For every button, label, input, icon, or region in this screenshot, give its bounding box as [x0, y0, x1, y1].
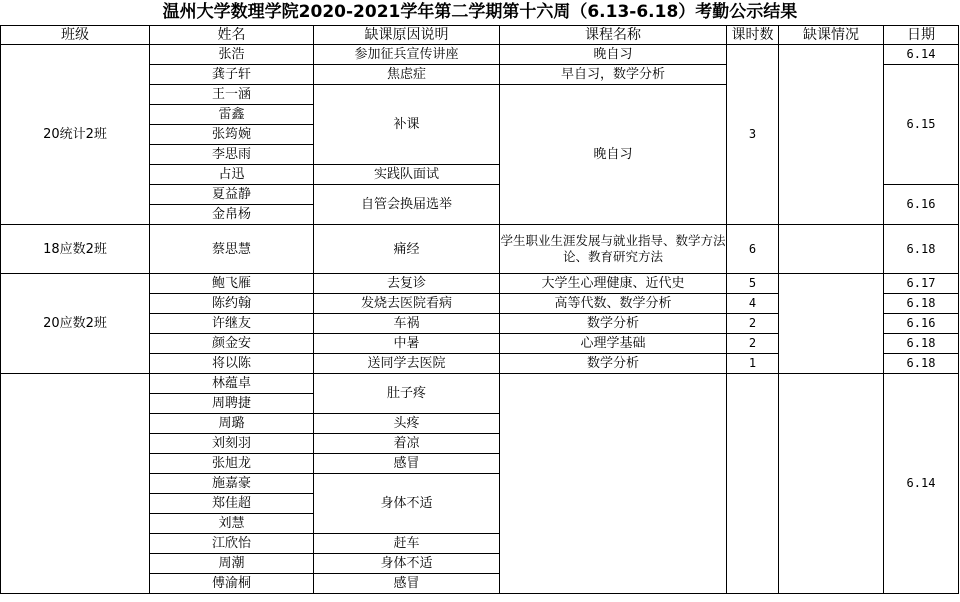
table-row [1, 225, 959, 274]
header-absence: 缺课情况 [779, 26, 884, 45]
header-row [1, 26, 959, 45]
absence-cell [779, 374, 884, 594]
reason-cell: 参加征兵宣传讲座 [314, 45, 500, 65]
course-cell: 大学生心理健康、近代史 [500, 274, 727, 294]
hours-cell: 1 [727, 354, 779, 374]
reason-cell: 头疼 [314, 414, 500, 434]
absence-cell [779, 225, 884, 274]
course-cell: 学生职业生涯发展与就业指导、数学方法论、教育研究方法 [500, 225, 727, 274]
course-cell: 数学分析 [500, 314, 727, 334]
table-row [1, 45, 959, 65]
hours-cell [727, 374, 779, 594]
date-cell: 6.14 [884, 45, 959, 65]
reason-cell: 身体不适 [314, 554, 500, 574]
course-cell: 数学分析 [500, 354, 727, 374]
name-cell: 陈约翰 [150, 294, 314, 314]
header-course: 课程名称 [500, 26, 727, 45]
header-class: 班级 [1, 26, 150, 45]
date-cell: 6.18 [884, 225, 959, 274]
reason-cell: 感冒 [314, 574, 500, 594]
header-reason: 缺课原因说明 [314, 26, 500, 45]
hours-cell: 2 [727, 334, 779, 354]
reason-cell: 赶车 [314, 534, 500, 554]
page-title: 温州大学数理学院2020-2021学年第二学期第十六周（6.13-6.18）考勤公示结果 [162, 2, 798, 22]
hours-cell: 2 [727, 314, 779, 334]
reason-cell: 发烧去医院看病 [314, 294, 500, 314]
hours-cell: 6 [727, 225, 779, 274]
header-date: 日期 [884, 26, 959, 45]
name-cell: 许继友 [150, 314, 314, 334]
hours-cell: 4 [727, 294, 779, 314]
name-cell: 刘刻羽 [150, 434, 314, 454]
name-cell: 周潮 [150, 554, 314, 574]
name-cell: 张旭龙 [150, 454, 314, 474]
name-cell: 鲍飞雁 [150, 274, 314, 294]
name-cell: 夏益静 [150, 185, 314, 205]
reason-cell: 肚子疼 [314, 374, 500, 414]
name-cell: 金帛杨 [150, 205, 314, 225]
date-cell: 6.18 [884, 334, 959, 354]
reason-cell: 着凉 [314, 434, 500, 454]
name-cell: 傅渝桐 [150, 574, 314, 594]
absence-cell [779, 45, 884, 225]
name-cell: 王一涵 [150, 85, 314, 105]
reason-cell: 实践队面试 [314, 165, 500, 185]
name-cell: 雷鑫 [150, 105, 314, 125]
name-cell: 周璐 [150, 414, 314, 434]
reason-cell: 自管会换届选举 [314, 185, 500, 225]
name-cell: 郑佳超 [150, 494, 314, 514]
date-cell: 6.16 [884, 185, 959, 225]
name-cell: 张浩 [150, 45, 314, 65]
reason-cell: 去复诊 [314, 274, 500, 294]
class-cell: 20统计2班 [1, 45, 150, 225]
class-cell [1, 374, 150, 594]
course-cell [500, 374, 727, 594]
date-cell: 6.15 [884, 65, 959, 185]
name-cell: 龚子轩 [150, 65, 314, 85]
name-cell: 占迅 [150, 165, 314, 185]
name-cell: 颜金安 [150, 334, 314, 354]
reason-cell: 身体不适 [314, 474, 500, 534]
date-cell: 6.17 [884, 274, 959, 294]
reason-cell: 送同学去医院 [314, 354, 500, 374]
reason-cell: 痛经 [314, 225, 500, 274]
date-cell: 6.18 [884, 294, 959, 314]
name-cell: 林蕴卓 [150, 374, 314, 394]
reason-cell: 焦虑症 [314, 65, 500, 85]
reason-cell: 车祸 [314, 314, 500, 334]
reason-cell: 补课 [314, 85, 500, 165]
name-cell: 江欣怡 [150, 534, 314, 554]
date-cell: 6.16 [884, 314, 959, 334]
course-cell: 早自习，数学分析 [500, 65, 727, 85]
course-cell: 晚自习 [500, 45, 727, 65]
date-cell: 6.14 [884, 374, 959, 594]
course-cell: 高等代数、数学分析 [500, 294, 727, 314]
name-cell: 施嘉豪 [150, 474, 314, 494]
name-cell: 蔡思慧 [150, 225, 314, 274]
hours-cell: 3 [727, 45, 779, 225]
attendance-table [0, 25, 959, 594]
reason-cell: 感冒 [314, 454, 500, 474]
name-cell: 张筠婉 [150, 125, 314, 145]
name-cell: 李思雨 [150, 145, 314, 165]
course-cell: 晚自习 [500, 85, 727, 225]
course-cell: 心理学基础 [500, 334, 727, 354]
class-cell: 20应数2班 [1, 274, 150, 374]
header-hours: 课时数 [727, 26, 779, 45]
date-cell: 6.18 [884, 354, 959, 374]
class-cell: 18应数2班 [1, 225, 150, 274]
reason-cell: 中暑 [314, 334, 500, 354]
name-cell: 将以陈 [150, 354, 314, 374]
name-cell: 刘慧 [150, 514, 314, 534]
hours-cell: 5 [727, 274, 779, 294]
header-name: 姓名 [150, 26, 314, 45]
name-cell: 周聘捷 [150, 394, 314, 414]
absence-cell [779, 274, 884, 374]
table-row [1, 374, 959, 394]
table-row [1, 274, 959, 294]
